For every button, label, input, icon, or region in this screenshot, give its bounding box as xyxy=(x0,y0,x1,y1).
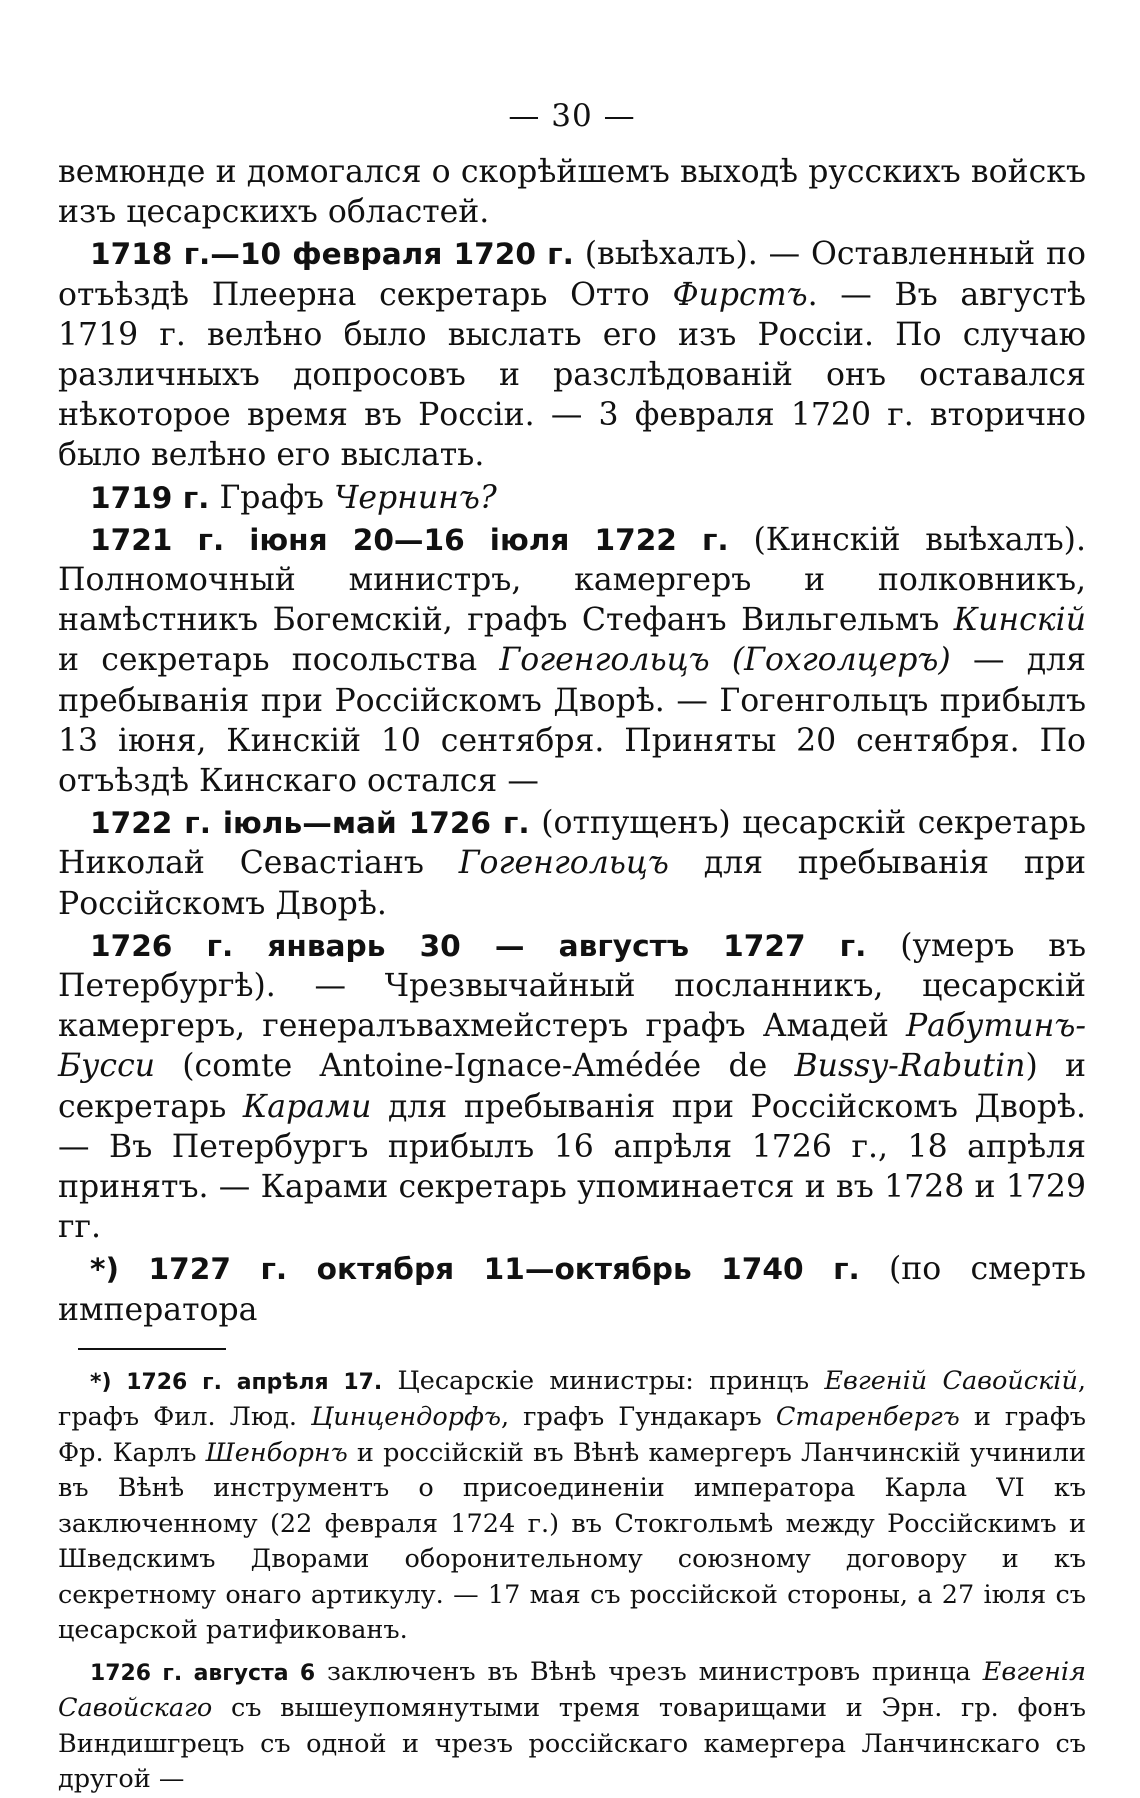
person-name: Карами xyxy=(242,1088,372,1125)
footnote-1726-april: *) 1726 г. апрѣля 17. Цесарскіе министры: принцъ Евгеній Савойскій, графъ Фил. Люд. Цинцендорфъ, графъ Гундакаръ Старенбергъ и графъ Фр. Карлъ Шенборнъ и россійскій въ Вѣнѣ камергеръ Ланчинскій учинили въ Вѣнѣ инструментъ о присоединеніи императора Карла VI къ заключенному (22 февраля 1724 г.) въ Стокгольмѣ между Россійскимъ и Шведскимъ Дворами оборонительному союзному договору и къ секретному онаго артикулу. — 17 мая съ россійской стороны, а 27 іюля съ цесарской ратификованъ. xyxy=(58,1365,1086,1646)
footnote-date: 1726 г. апрѣля 17. xyxy=(126,1369,383,1395)
person-name: Гогенгольцъ (Гохголцеръ) xyxy=(499,642,951,679)
footnote-1726-august: 1726 г. августа 6 заключенъ въ Вѣнѣ чрезъ министровъ принца Евгенія Савойскаго съ вышеупомянутыми тремя товарищами и Эрн. гр. фонъ Виндишгрецъ съ одной и чрезъ россійскаго камергера Ланчинскаго съ другой — xyxy=(58,1656,1086,1795)
footnote-marker: *) xyxy=(90,1252,149,1287)
page-number: — 30 — xyxy=(508,98,636,134)
paragraph-1727-start: *) 1727 г. октября 11—октябрь 1740 г. (по смерть императора xyxy=(58,1251,1086,1328)
person-name: Чернинъ? xyxy=(333,479,497,516)
entry-date: 1719 г. xyxy=(90,480,210,515)
person-name: Старенбергъ xyxy=(775,1402,960,1433)
person-name: Bussy-Rabutin xyxy=(794,1048,1026,1085)
person-name: Шенборнъ xyxy=(205,1437,348,1468)
footnote-divider xyxy=(78,1348,226,1350)
person-name: Евгеній Савойскій xyxy=(824,1365,1078,1396)
footnotes xyxy=(58,1364,1086,1798)
entry-date: 1718 г.—10 февраля 1720 г. xyxy=(90,237,574,272)
paragraph-1726-rabutin: 1726 г. январь 30 — августъ 1727 г. (умеръ въ Петербургѣ). — Чрезвычайный посланникъ, цесарскій камергеръ, генералъвахмейстеръ графъ Амадей Рабутинъ-Бусси (comte Antoine-Ignace-Amédée de Bussy-Rabutin) и секретарь Карами для пребыванія при Россійскомъ Дворѣ. — Въ Петербургъ прибылъ 16 апрѣля 1726 г., 18 апрѣля принятъ. — Карами секретарь упоминается и въ 1728 и 1729 гг. xyxy=(58,927,1086,1246)
paragraph-1718-firsht: 1718 г.—10 февраля 1720 г. (выѣхалъ). — Оставленный по отъѣздѣ Плеерна секретарь Отто Фирстъ. — Въ августѣ 1719 г. велѣно было выслать его изъ Россіи. По случаю различныхъ допросовъ и разслѣдованій онъ оставался нѣкоторое время въ Россіи. — 3 февраля 1720 г. вторично было велѣно его выслать. xyxy=(58,236,1086,474)
person-name: Гогенгольцъ xyxy=(458,845,669,882)
paragraph-1721-kinsky: 1721 г. іюня 20—16 іюля 1722 г. (Кинскій выѣхалъ). Полномочный министръ, камергеръ и полковникъ, намѣстникъ Богемскій, графъ Стефанъ Вильгельмъ Кинскій и секретарь посольства Гогенгольцъ (Гохголцеръ) — для пребыванія при Россійскомъ Дворѣ. — Гогенгольцъ прибылъ 13 іюня, Кинскій 10 сентября. Приняты 20 сентября. По отъѣздѣ Кинскаго остался — xyxy=(58,521,1087,800)
person-name: Фирстъ xyxy=(672,276,808,313)
footnote-date: 1726 г. августа 6 xyxy=(90,1660,316,1686)
entry-date: 1722 г. іюль—май 1726 г. xyxy=(90,806,530,841)
entry-date: 1721 г. іюня 20—16 іюля 1722 г. xyxy=(90,522,729,557)
person-name: Кинскій xyxy=(953,602,1086,639)
footnote-marker: *) xyxy=(90,1369,127,1395)
person-name: Рабутинъ-Бусси xyxy=(58,1008,1086,1085)
book-page xyxy=(58,96,1086,1798)
main-text xyxy=(58,152,1086,1330)
paragraph-1719-chernin: 1719 г. Графъ Чернинъ? xyxy=(90,479,497,516)
entry-date: 1726 г. январь 30 — августъ 1727 г. xyxy=(90,928,867,963)
paragraph-1722-hohenholz: 1722 г. іюль—май 1726 г. (отпущенъ) цесарскій секретарь Николай Севастіанъ Гогенгольцъ для пребыванія при Россійскомъ Дворѣ. xyxy=(58,805,1086,922)
entry-date: 1727 г. октября 11—октябрь 1740 г. xyxy=(148,1252,860,1287)
paragraph-continuation: вемюнде и домогался о скорѣйшемъ выходѣ русскихъ войскъ изъ цесарскихъ областей. xyxy=(58,154,1086,231)
person-name: Цинцендорфъ xyxy=(311,1402,501,1433)
person-name: Евгенія Савойскаго xyxy=(58,1656,1086,1724)
